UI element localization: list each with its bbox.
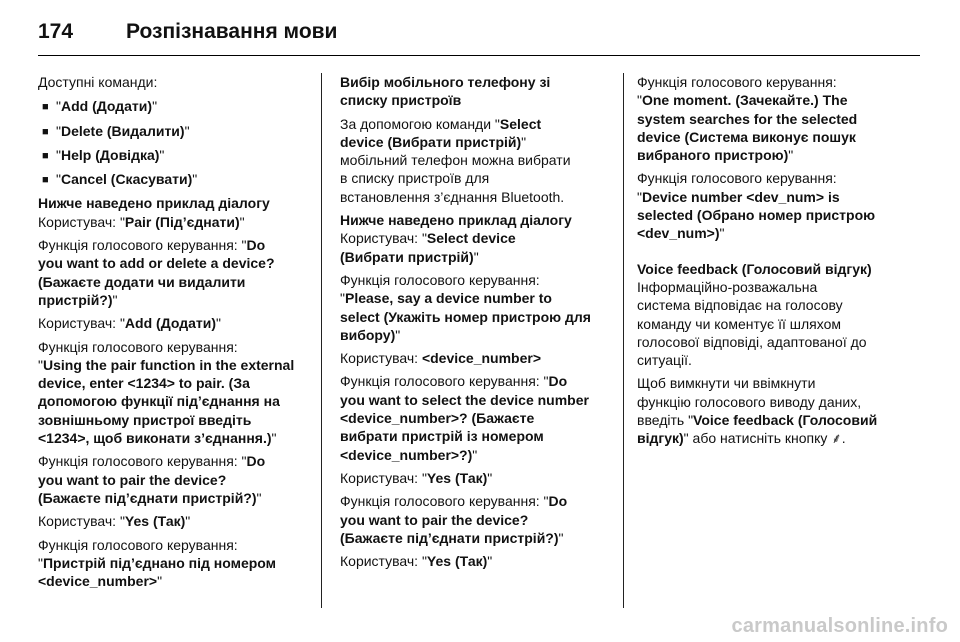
chapter-title: Розпізнавання мови [126,20,338,43]
system-line: Функція голосового керування: "Do you want to add or delete a device? (Бажаєте додати чи видалити пристрій?)" [38,237,275,308]
system-line: Функція голосового керування: "Please, say a device number to select (Укажіть номер пристрою для вибору)" [340,271,591,343]
user-line: Користувач: "Add (Додати)" [38,315,221,332]
list-item: ■ "Cancel (Скасувати)" [38,170,308,188]
example-heading: Нижче наведено приклад діалогу [340,212,572,229]
user-line: Користувач: "Yes (Так)" [340,469,493,486]
user-line: Користувач: "Yes (Так)" [340,553,493,570]
column-divider [321,73,322,608]
spacer [637,248,922,260]
watermark: carmanualsonline.info [731,615,948,637]
user-line: Користувач: "Pair (Під’єднати)" [38,213,245,230]
user-line: Користувач: <device_number> [340,350,542,367]
voice-feedback-heading: Voice feedback (Голосовий відгук) [637,260,872,277]
system-line: Функція голосового керування: "Пристрій під’єднано під номером <device_number>" [38,536,277,590]
column-2 [340,73,612,575]
system-line: Функція голосового керування: "One moment. (Зачекайте.) The system searches for the selected device (Система виконує пошук вибраного пристрою)" [637,74,858,164]
system-line: Функція голосового керування: "Do you want to select the device number <device_number>? (Бажаєте вибрати пристрій із номером <device_number>?)" [340,373,589,463]
paragraph: Інформаційно-розважальна система відповідає на голосову команду чи коментує її шляхом голосової відповіді, адаптованої до ситуації. [637,278,867,369]
page-number: 174 [38,20,74,43]
voice-button-icon: ⸙ [831,430,842,447]
commands-intro: Доступні команди: [38,74,158,90]
system-line: Функція голосового керування: "Device number <dev_num> is selected (Обрано номер пристрою <dev_num>)" [637,170,876,242]
paragraph: За допомогою команди "Select device (Вибрати пристрій)" мобільний телефон можна вибрати в списку пристроїв для встановлення з’єднання Bluetooth. [340,115,571,205]
bullet-icon: ■ [42,101,49,114]
command-list [38,97,308,188]
page-header [38,16,920,56]
column-divider [623,73,624,608]
list-item: ■ "Add (Додати)" [38,97,308,115]
column-3 [637,73,922,453]
header-rule [38,55,920,56]
system-line: Функція голосового керування: "Do you want to pair the device? (Бажаєте під’єднати пристрій?)" [38,453,266,506]
column-1 [38,73,308,595]
system-line: Функція голосового керування: "Using the pair function in the external device, enter <1234> to pair. (За допомогою функції під’єднання на зовнішньому пристрої введіть <1234>, щоб виконати з’єднання.)" [38,338,295,447]
list-item: ■ "Help (Довідка)" [38,146,308,164]
bullet-icon: ■ [42,125,49,138]
section-heading: Вибір мобільного телефону зі списку пристроїв [340,74,551,109]
example-heading: Нижче наведено приклад діалогу [38,195,270,212]
bullet-icon: ■ [42,174,49,187]
system-line: Функція голосового керування: "Do you want to pair the device? (Бажаєте під’єднати пристрій?)" [340,493,568,546]
user-line: Користувач: "Yes (Так)" [38,513,191,530]
list-item: ■ "Delete (Видалити)" [38,122,308,140]
paragraph: Щоб вимкнути чи ввімкнути функцію голосового виводу даних, введіть "Voice feedback (Голосовий відгук)" або натисніть кнопку ⸙. [637,375,878,447]
user-line: Користувач: "Select device (Вибрати пристрій)" [340,230,516,265]
bullet-icon: ■ [42,149,49,162]
